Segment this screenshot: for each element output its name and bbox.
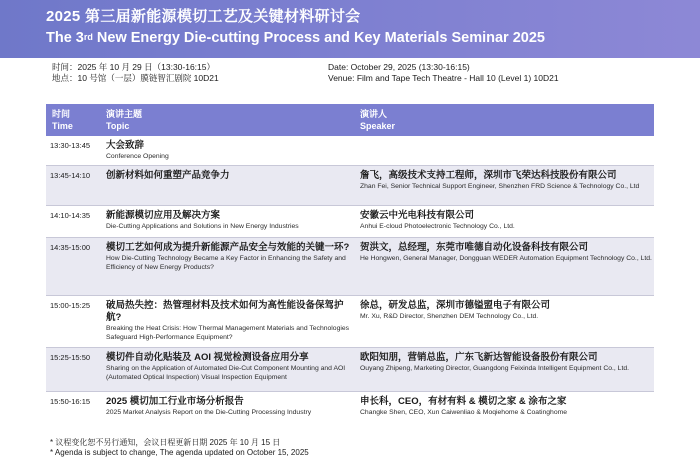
header-time-en: Time [52, 121, 73, 131]
row-speaker [360, 352, 654, 373]
row-speaker-en: Mr. Xu, R&D Director, Shenzhen DEM Technology Co., Ltd. [360, 313, 539, 320]
agenda-row [46, 206, 654, 238]
row-time: 15:50-16:15 [50, 397, 91, 406]
row-speaker-en: Anhui E-cloud Photoelectronic Technology Co., Ltd. [360, 223, 515, 230]
row-topic-cn: 新能源模切应用及解决方案 [106, 210, 221, 221]
row-time: 14:35-15:00 [50, 243, 91, 252]
agenda-row [46, 136, 654, 166]
agenda-row [46, 348, 654, 392]
row-topic [106, 396, 356, 417]
row-topic-cn: 破局热失控：热管理材料及技术如何为高性能设备保驾护航? [106, 300, 344, 323]
row-topic-cn: 2025 模切加工行业市场分析报告 [106, 396, 244, 407]
row-speaker-cn: 徐总，研发总监，深圳市德镒盟电子有限公司 [360, 300, 551, 311]
row-topic-cn: 模切工艺如何成为提升新能源产品安全与效能的关键一环? [106, 242, 350, 253]
agenda-table-header [46, 104, 654, 136]
time-cn: 时间：2025 年 10 月 29 日（13:30-16:15） [52, 62, 215, 72]
row-topic-en: Die-Cutting Applications and Solutions in New Energy Industries [106, 223, 299, 230]
row-topic-en: How Die-Cutting Technology Became a Key Factor in Enhancing the Safety and Efficiency of New Energy Products? [106, 255, 346, 271]
title-english-prefix: The 3 [46, 30, 84, 46]
row-time: 15:00-15:25 [50, 301, 91, 310]
title-english-rest: New Energy Die-cutting Process and Key Materials Seminar 2025 [92, 30, 545, 46]
header-speaker-en: Speaker [360, 121, 396, 131]
agenda-row [46, 238, 654, 296]
title-chinese: 2025 第三届新能源模切工艺及关键材料研讨会 [46, 8, 361, 25]
row-topic-cn: 创新材料如何重塑产品竞争力 [106, 170, 230, 181]
row-speaker-en: Zhan Fei, Senior Technical Support Engineer, Shenzhen FRD Science & Technology Co., Ltd [360, 183, 640, 190]
row-speaker [360, 170, 654, 191]
header-time-cn: 时间 [52, 109, 71, 119]
row-speaker-en: Changke Shen, CEO, Xun Caiwenliao & Moqiehome & Coatinghome [360, 409, 568, 416]
row-topic [106, 140, 356, 161]
header-time [52, 108, 73, 132]
row-topic [106, 300, 356, 342]
row-topic-en: Breaking the Heat Crisis: How Thermal Management Materials and Technologies Safeguard High-Performance Equipment? [106, 325, 350, 341]
row-speaker [360, 300, 654, 321]
header-speaker-cn: 演讲人 [360, 109, 388, 119]
agenda-row [46, 392, 654, 422]
row-speaker [360, 242, 654, 263]
row-speaker-cn: 申长科，CEO，有材有料 & 模切之家 & 涂布之家 [360, 396, 567, 407]
title-banner [0, 0, 700, 58]
header-topic-en: Topic [106, 121, 130, 131]
row-topic [106, 210, 356, 231]
row-time: 13:30-13:45 [50, 141, 91, 150]
row-time: 15:25-15:50 [50, 353, 91, 362]
event-info-en [328, 62, 559, 84]
row-speaker-en: Ouyang Zhipeng, Marketing Director, Guangdong Feixinda Intelligent Equipment Co., Ltd. [360, 365, 630, 372]
row-topic [106, 170, 356, 182]
agenda-row [46, 166, 654, 206]
row-topic-en: Sharing on the Application of Automated Die-Cut Component Mounting and AOI (Automated Optical Inspection) Visual Inspection Equipment [106, 365, 346, 381]
row-speaker-cn: 詹飞，高级技术支持工程师，深圳市飞荣达科技股份有限公司 [360, 170, 617, 181]
row-topic-en: 2025 Market Analysis Report on the Die-Cutting Processing Industry [106, 409, 312, 416]
row-topic-cn: 模切件自动化贴装及 AOI 视觉检测设备应用分享 [106, 352, 309, 363]
header-topic [106, 108, 142, 132]
agenda-row [46, 296, 654, 348]
venue-en: Venue: Film and Tape Tech Theatre - Hall 10 (Level 1) 10D21 [328, 73, 559, 83]
event-info-cn [52, 62, 219, 84]
row-topic [106, 352, 356, 382]
header-topic-cn: 演讲主题 [106, 109, 143, 119]
row-topic-en: Conference Opening [106, 153, 169, 160]
date-en: Date: October 29, 2025 (13:30-16:15) [328, 62, 470, 72]
row-speaker [360, 396, 654, 417]
row-time: 13:45-14:10 [50, 171, 91, 180]
note-en: * Agenda is subject to change, The agenda updated on October 15, 2025 [50, 448, 309, 457]
row-speaker-cn: 贺洪文，总经理，东莞市唯德自动化设备科技有限公司 [360, 242, 589, 253]
row-speaker-cn: 安徽云中光电科技有限公司 [360, 210, 475, 221]
row-topic [106, 242, 356, 272]
row-speaker-en: He Hongwen, General Manager, Dongguan WEDER Automation Equipment Technology Co., Ltd. [360, 255, 652, 262]
header-speaker [360, 108, 395, 132]
title-english [46, 27, 700, 49]
title-english-superscript: rd [83, 32, 93, 42]
venue-cn: 地点：10 号馆（一层）膜链智汇剧院 10D21 [52, 73, 219, 83]
agenda-notes [50, 438, 309, 458]
row-speaker [360, 210, 654, 231]
row-speaker-cn: 欧阳知朋，营销总监，广东飞新达智能设备股份有限公司 [360, 352, 598, 363]
row-time: 14:10-14:35 [50, 211, 91, 220]
note-cn: * 议程变化恕不另行通知，会议日程更新日期 2025 年 10 月 15 日 [50, 438, 281, 447]
row-topic-cn: 大会致辞 [106, 140, 145, 151]
agenda-table [46, 104, 654, 422]
